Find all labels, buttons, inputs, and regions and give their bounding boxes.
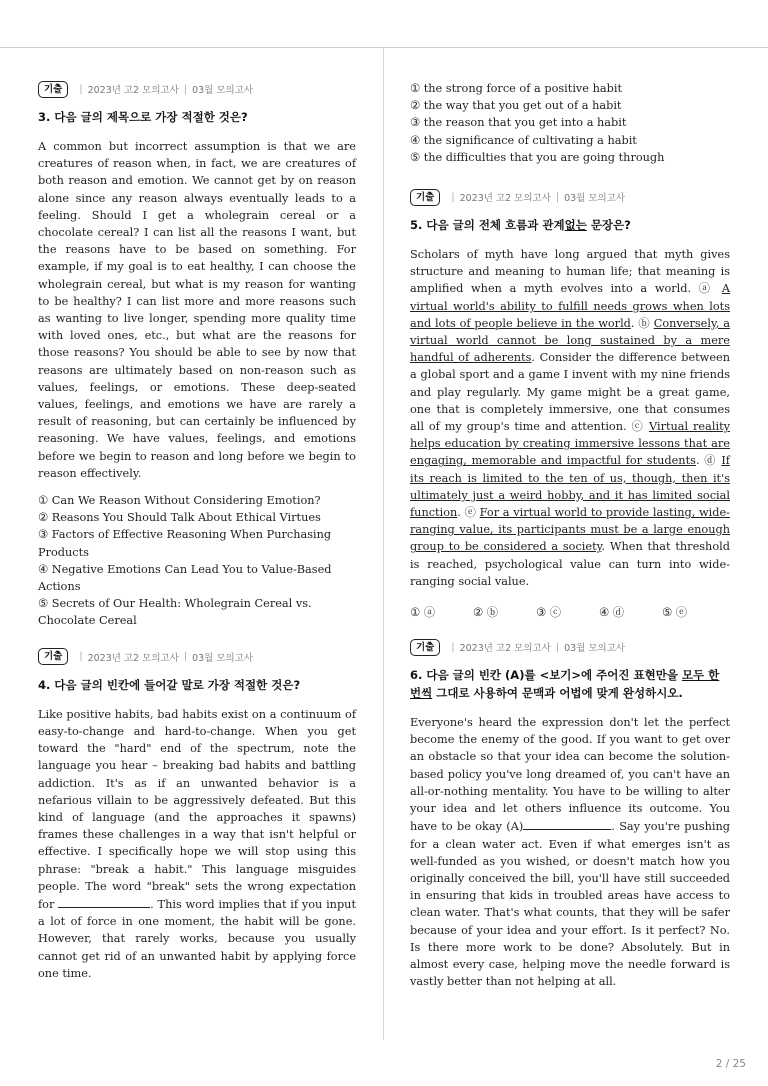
- question-meta: [38, 648, 356, 666]
- choice-3[interactable]: ③ Factors of Effective Reasoning When Purchasing Products: [38, 528, 332, 559]
- passage-text: Scholars of myth have long argued that myth gives structure and meaning to human life; that meaning is amplified when a myth evolves into a world.: [410, 248, 730, 296]
- choice-5[interactable]: ⑤ the difficulties that you are going through: [410, 150, 665, 164]
- option-5[interactable]: ⑤ ⓔ: [662, 606, 688, 620]
- exam-year: 2023년 고2 모의고사: [459, 193, 551, 205]
- passage: Scholars of myth have long argued that myth gives structure and meaning to human life; that meaning is amplified when a myth evolves into a world. ⓐ A virtual world's ability to fulfill needs grows when lots and lots of people believe in the world. ⓑ Conversely, a virtual world cannot be long sustained by a mere handful of adherents. Consider the difference between a global sport and a game I invent with my nine friends and play regularly. My game might be a great game, one that is completely immersive, one that consumes all of my group's time and attention. ⓒ Virtual reality helps education by creating immersive lessons that are engaging, memorable and impactful for students. ⓓ If its reach is limited to the ten of us, though, then it's ultimately just a weird hobby, and it has limited social function. ⓔ For a virtual world to provide lasting, wide-ranging value, its participants must be a large enough group to be considered a society. When that threshold is reached, psychological value can turn into wide-ranging social value.: [410, 248, 730, 588]
- exam-year: 2023년 고2 모의고사: [459, 643, 551, 655]
- choice-5[interactable]: ⑤ Secrets of Our Health: Wholegrain Cereal vs. Chocolate Cereal: [38, 597, 312, 628]
- title-emphasis: 없는: [564, 218, 587, 233]
- sentence-c: Virtual reality helps education by creating immersive lessons that are engaging, memorable and impactful for students: [410, 420, 730, 468]
- meta-separator: |: [451, 191, 455, 203]
- passage: [38, 706, 356, 982]
- meta-separator: |: [79, 83, 83, 95]
- question-3: [38, 80, 356, 630]
- answer-options: [410, 604, 730, 620]
- answer-blank: [58, 895, 150, 908]
- question-title: [410, 216, 730, 234]
- question-meta: [410, 188, 730, 206]
- question-title: [410, 666, 730, 702]
- sentence-marker-b: ⓑ: [638, 316, 650, 330]
- option-2[interactable]: ② ⓑ: [473, 606, 499, 620]
- exam-month: 03월 모의고사: [192, 85, 254, 96]
- passage-text: Everyone's heard the expression don't let the perfect become the enemy of the good. If you want to get over an obstacle so that your idea can become the solution-based policy you've long dreamed of, you can't have an all-or-nothing mentality. You have to be willing to alter your idea and let others influence its outcome. You have to be okay (A): [410, 716, 730, 834]
- option-4[interactable]: ④ ⓓ: [599, 606, 625, 620]
- sentence-a: A virtual world's ability to fulfill needs grows when lots and lots of people believe in the world: [410, 282, 730, 330]
- title-text: 5. 다음 글의 전체 흐름과 관계: [410, 218, 565, 233]
- choice-1[interactable]: ① Can We Reason Without Considering Emotion?: [38, 494, 321, 508]
- choice-2[interactable]: ② Reasons You Should Talk About Ethical Virtues: [38, 511, 321, 525]
- exam-month: 03월 모의고사: [564, 643, 626, 655]
- passage-text: . When that threshold is reached, psychological value can turn into wide-ranging social value.: [410, 540, 730, 588]
- passage: [410, 714, 730, 990]
- question-4-choices: [410, 80, 730, 166]
- passage-text: Like positive habits, bad habits exist on a continuum of easy-to-change and hard-to-change. When you get toward the "hard" end of the spectrum, note the language you hear – breaking bad habits and battling addiction. It's as if an unwanted behavior is a nefarious villain to be aggressively defeated. But this kind of language (and the approaches it spawns) frames these challenges in a way that isn't helpful or effective. I specifically hope we will stop using this phrase: "break a habit." This language misguides people. The word "break" sets the wrong expectation for: [38, 707, 356, 911]
- choice-2[interactable]: ② the way that you get out of a habit: [410, 99, 622, 113]
- title-text: 문장은?: [586, 218, 631, 233]
- answer-choices: [38, 492, 356, 630]
- title-emphasis: 모두 한 번씩: [410, 668, 720, 701]
- passage-text: . Say you're pushing for a clean water act. Even if what emerges isn't as well-funded as you wished, or doesn't match how you originally conceived the bill, you'll have still succeeded in ensuring that kids in troubled areas have access to clean water. That's what counts, that they will be safer because of your idea and your effort. Is it perfect? No. Is there more work to be done? Absolutely. But in almost every case, helping move the needle forward is vastly better than not helping at all.: [410, 820, 731, 989]
- meta-separator: |: [183, 651, 188, 663]
- option-3[interactable]: ③ ⓒ: [536, 606, 562, 620]
- exam-month: 03월 모의고사: [564, 193, 626, 205]
- title-text: 6. 다음 글의 빈칸 (A)를 <보기>에 주어진 표현만을: [410, 668, 682, 683]
- question-meta: [38, 80, 356, 98]
- question-title: 4. 다음 글의 빈칸에 들어갈 말로 가장 적절한 것은?: [38, 677, 301, 692]
- page-number: 2 / 25: [715, 1058, 746, 1070]
- question-4: [38, 648, 356, 982]
- past-exam-badge: 기출: [38, 648, 68, 665]
- sentence-marker-e: ⓔ: [464, 506, 476, 520]
- exam-month: 03월 모의고사: [192, 652, 254, 664]
- left-column: [38, 80, 356, 1000]
- option-1[interactable]: ① ⓐ: [410, 606, 436, 620]
- title-text: 그대로 사용하여 문맥과 어법에 맞게 완성하시오.: [432, 686, 683, 701]
- question-6: [410, 638, 730, 990]
- meta-separator: |: [183, 83, 188, 95]
- question-title: 3. 다음 글의 제목으로 가장 적절한 것은?: [38, 110, 248, 124]
- sentence-b: Conversely, a virtual world cannot be long sustained by a mere handful of adherents: [410, 316, 730, 365]
- choice-4[interactable]: ④ Negative Emotions Can Lead You to Value-Based Actions: [38, 562, 332, 594]
- meta-separator: |: [451, 641, 455, 653]
- sentence-d: If its reach is limited to the ten of us, though, then it's ultimately just a weird hobby, and it has limited social function: [410, 454, 730, 520]
- passage: A common but incorrect assumption is that we are creatures of reason when, in fact, we are creatures of both reason and emotion. We cannot get by on reason alone since any reason always eventually leads to a feeling. Should I get a wholegrain cereal or a chocolate cereal? I can list all the reasons I want, but the reasons have to be based on something. For example, if my goal is to eat healthy, I can choose the wholegrain cereal, but what is my reason for wanting to be healthy? I can list more and more reasons such as wanting to live longer, spending more quality time with loved ones, etc., but what are the reasons for those reasons? You should be able to see by now that reasons are ultimately based on non-reason such as values, feelings, or emotions. These deep-seated values, feelings, and emotions we have are rarely a result of reasoning, but can certainly be influenced by reasoning. We have values, feelings, and emotions before we begin to reason and long before we begin to reason effectively.: [38, 140, 356, 480]
- passage-text: . This word implies that if you input a lot of force in one moment, the habit will be gone. However, that rarely works, because you usually cannot get rid of an unwanted habit by applying force one time.: [38, 897, 356, 980]
- sentence-marker-c: ⓒ: [631, 420, 645, 434]
- choice-3[interactable]: ③ the reason that you get into a habit: [410, 116, 627, 130]
- question-5: [410, 188, 730, 620]
- answer-blank-a[interactable]: [523, 817, 611, 830]
- meta-separator: |: [555, 641, 560, 653]
- choice-4[interactable]: ④ the significance of cultivating a habit: [410, 133, 637, 147]
- meta-separator: |: [555, 191, 560, 203]
- past-exam-badge: 기출: [410, 189, 440, 206]
- meta-separator: |: [79, 651, 83, 663]
- sentence-marker-a: ⓐ: [698, 282, 715, 296]
- sentence-e: For a virtual world to provide lasting, wide-ranging value, its participants must be a large enough group to be considered a society: [410, 506, 730, 554]
- header-rule: [0, 47, 768, 48]
- past-exam-badge: 기출: [410, 639, 440, 656]
- exam-year: 2023년 고2 모의고사: [87, 652, 179, 664]
- right-column: [410, 80, 730, 1008]
- question-meta: [410, 638, 730, 656]
- past-exam-badge: 기출: [38, 81, 68, 98]
- sentence-marker-d: ⓓ: [704, 454, 717, 468]
- passage-text: . Consider the difference between a global sport and a game I invent with my nine friends and play regularly. My game might be a great game, one that is completely immersive, one that consumes all of my group's time and attention.: [410, 351, 730, 434]
- column-divider: [383, 48, 384, 1040]
- exam-year: 2023년 고2 모의고사: [87, 85, 179, 96]
- choice-1[interactable]: ① the strong force of a positive habit: [410, 82, 622, 95]
- answer-choices: [410, 80, 730, 166]
